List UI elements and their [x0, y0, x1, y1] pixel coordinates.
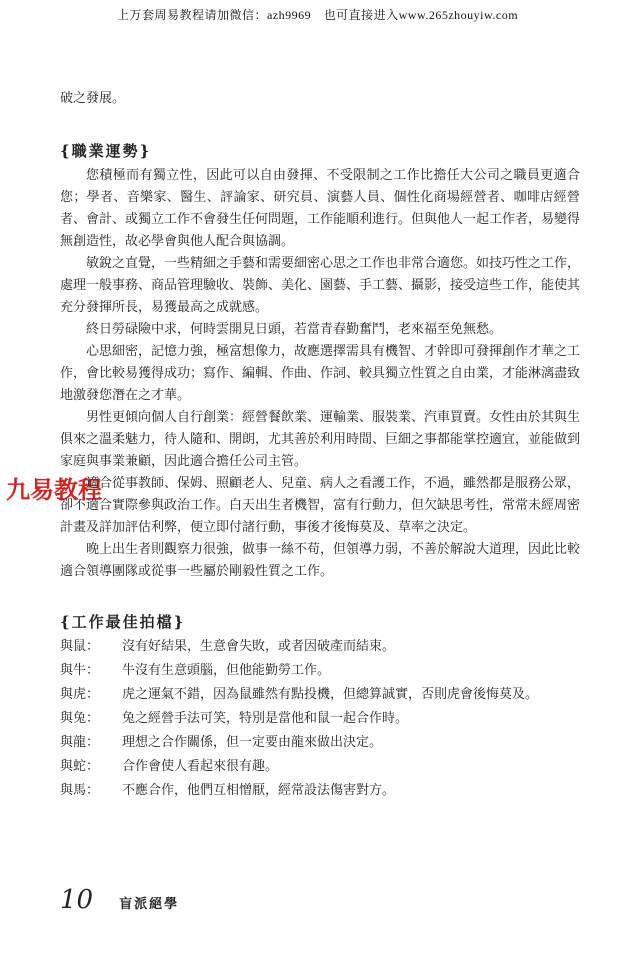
- page-number: 10: [60, 885, 94, 915]
- partner-animal: 與兔：: [60, 711, 100, 726]
- page-content: [60, 88, 580, 802]
- partner-animal: 與馬：: [60, 783, 100, 798]
- partner-animal: 與蛇：: [60, 759, 100, 774]
- book-title: 盲派絕學: [119, 897, 180, 912]
- career-paragraph-2: 敏銳之直覺，一些精細之手藝和需要細密心思之工作也非常合適您。如技巧性之工作，處理一般事務、商品管理驗收、裝飾、美化、園藝、手工藝、攝影，接受這些工作，能使其充分發揮所長，易獲最高之成就感。: [60, 256, 581, 315]
- partner-row: [60, 732, 580, 754]
- career-paragraph-7: 晚上出生者則觀察力很強，做事一絲不苟，但領導力弱，不善於解說大道理，因此比較適合領導團隊或從事一些屬於剛毅性質之工作。: [60, 542, 581, 579]
- partner-animal: 與鼠：: [60, 639, 100, 654]
- partners-heading: {工作最佳拍檔}: [60, 613, 186, 631]
- partner-text: 沒有好結果，生意會失敗，或者因破產而結束。: [122, 639, 396, 654]
- partner-text: 合作會使人看起來很有趣。: [122, 759, 279, 774]
- partner-text: 牛沒有生意頭腦，但他能勤勞工作。: [122, 663, 331, 678]
- partner-text: 兔之經營手法可笑，特別是當他和鼠一起合作時。: [122, 711, 409, 726]
- intro-line: 破之發展。: [60, 91, 126, 106]
- partner-row: [60, 636, 580, 658]
- partner-row: [60, 708, 580, 730]
- partner-text: 虎之運氣不錯，因為鼠雖然有點投機，但總算誠實，否則虎會後悔莫及。: [122, 687, 539, 702]
- partner-row: [60, 660, 580, 682]
- career-heading: {職業運勢}: [60, 142, 152, 160]
- side-watermark: 九易教程: [6, 476, 102, 504]
- page-footer: [60, 885, 179, 915]
- partner-row: [60, 756, 580, 778]
- career-paragraph-1: 您積極而有獨立性，因此可以自由發揮、不受限制之工作比擔任大公司之職員更適合您；學者、音樂家、醫生、評論家、研究員、演藝人員、個性化商場經營者、咖啡店經營者、會計、或獨立工作不會發生任何問題，工作能順利進行。但與他人一起工作者，易變得無創造性，故必學會與他人配合與協調。: [60, 168, 581, 249]
- partner-row: [60, 684, 580, 706]
- career-paragraph-6: 適合從事教師、保姆、照顧老人、兒童、病人之看護工作，不過，雖然都是服務公眾，卻不適合實際參與政治工作。白天出生者機智，富有行動力，但欠缺思考性，常常未經周密計畫及詳加評估利弊，便立即付諸行動，事後才後悔莫及、草率之決定。: [60, 476, 581, 535]
- partner-animal: 與虎：: [60, 687, 100, 702]
- career-paragraph-4: 心思細密，記憶力強，極富想像力，故應選擇需具有機智、才幹即可發揮創作才華之工作，會比較易獲得成功；寫作、編輯、作曲、作詞、較具獨立性質之自由業，才能淋漓盡致地激發您潛在之才華。: [60, 344, 581, 403]
- partner-text: 不應合作，他們互相憎厭，經常設法傷害對方。: [122, 783, 396, 798]
- header-watermark: 上万套周易教程请加微信：azh9969 也可直接进入www.265zhouyiw.com: [116, 8, 519, 22]
- partner-animal: 與牛：: [60, 663, 100, 678]
- career-paragraph-5: 男性更傾向個人自行創業：經營餐飲業、運輸業、服裝業、汽車買賣。女性由於其與生俱來之溫柔魅力，待人隨和、開朗，尤其善於利用時間、巨細之事都能掌控適宜，並能做到家庭與事業兼顧，因此適合擔任公司主管。: [60, 410, 581, 469]
- partner-text: 理想之合作關係，但一定要由龍來做出決定。: [122, 735, 383, 750]
- career-paragraph-3: 終日勞碌險中求，何時雲開見日頭，若當青春勤奮鬥，老來福至免無愁。: [86, 322, 503, 337]
- partner-row: [60, 780, 580, 802]
- partner-animal: 與龍：: [60, 735, 100, 750]
